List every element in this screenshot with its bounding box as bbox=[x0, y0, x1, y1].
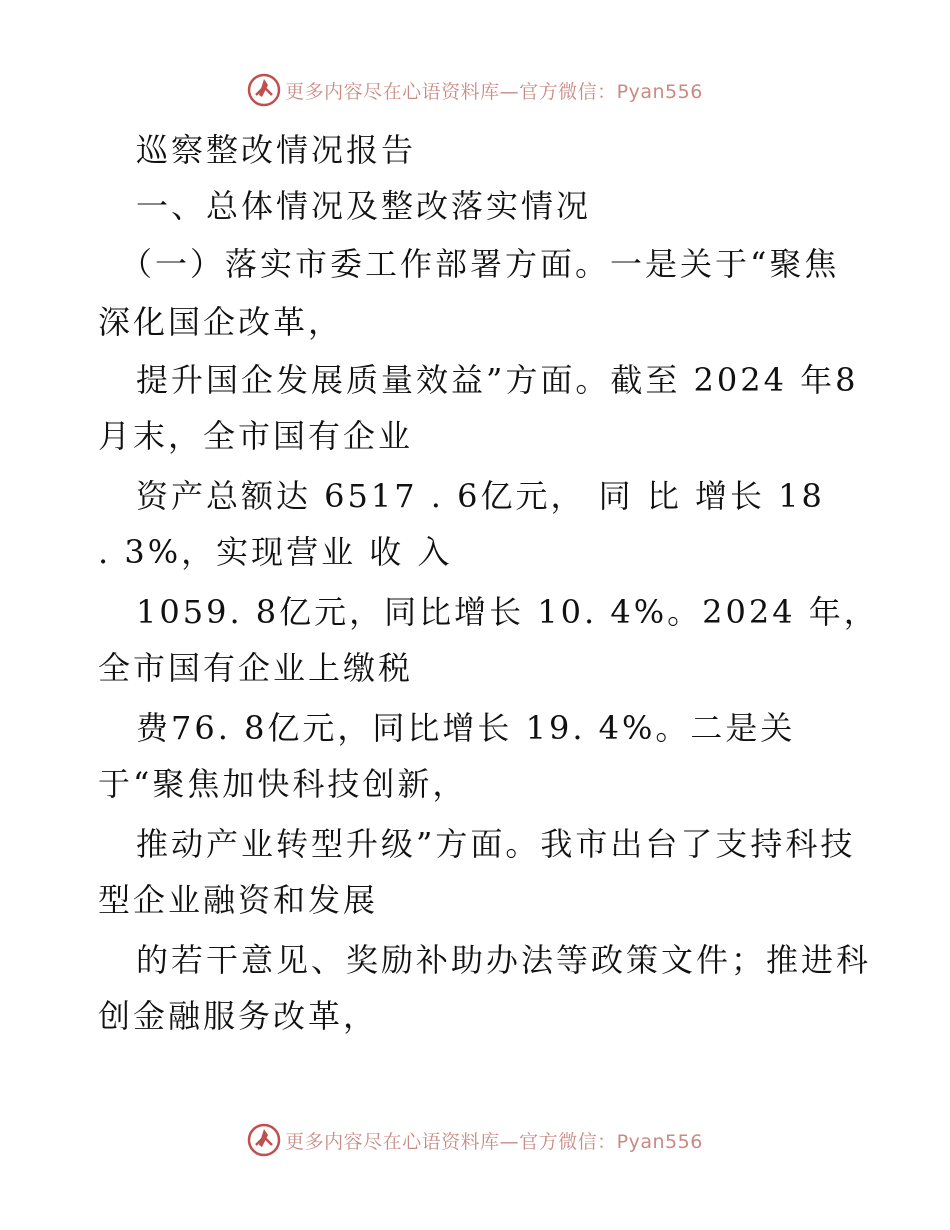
paragraph-line: 推动产业转型升级”方面。我市出台了支持科技 bbox=[136, 825, 856, 863]
paragraph-line: 于“聚焦加快科技创新， bbox=[98, 765, 468, 803]
paragraph-line: 全市国有企业上缴税 bbox=[98, 649, 414, 687]
book-pen-logo-icon bbox=[247, 73, 281, 107]
paragraph-line: 月末，全市国有企业 bbox=[98, 417, 414, 455]
watermark-text: 更多内容尽在心语资料库—官方微信：Pyan556 bbox=[285, 1130, 703, 1153]
watermark-text: 更多内容尽在心语资料库—官方微信：Pyan556 bbox=[285, 80, 703, 103]
paragraph-line: 提升国企发展质量效益”方面。截至 2024 年8 bbox=[136, 361, 859, 399]
watermark-banner-top bbox=[0, 70, 950, 110]
section-heading: 一、总体情况及整改落实情况 bbox=[136, 187, 592, 225]
book-pen-logo-icon bbox=[247, 1123, 281, 1157]
paragraph-line: 创金融服务改革， bbox=[98, 997, 379, 1035]
watermark-banner-bottom bbox=[0, 1120, 950, 1160]
paragraph-line: （一）落实市委工作部署方面。一是关于“聚焦 bbox=[120, 245, 840, 283]
paragraph-line: . 3%，实现营业 收 入 bbox=[98, 533, 453, 571]
paragraph-line: 型企业融资和发展 bbox=[98, 881, 379, 919]
paragraph-line: 的若干意见、奖励补助办法等政策文件；推进科 bbox=[136, 941, 872, 979]
document-title: 巡察整改情况报告 bbox=[136, 131, 417, 169]
paragraph-line: 费76. 8亿元，同比增长 19. 4%。二是关 bbox=[136, 709, 796, 747]
paragraph-line: 深化国企改革， bbox=[98, 303, 344, 341]
paragraph-line: 资产总额达 6517 . 6亿元， 同 比 增长 18 bbox=[136, 477, 825, 515]
paragraph-line: 1059. 8亿元，同比增长 10. 4%。2024 年， bbox=[136, 593, 879, 631]
